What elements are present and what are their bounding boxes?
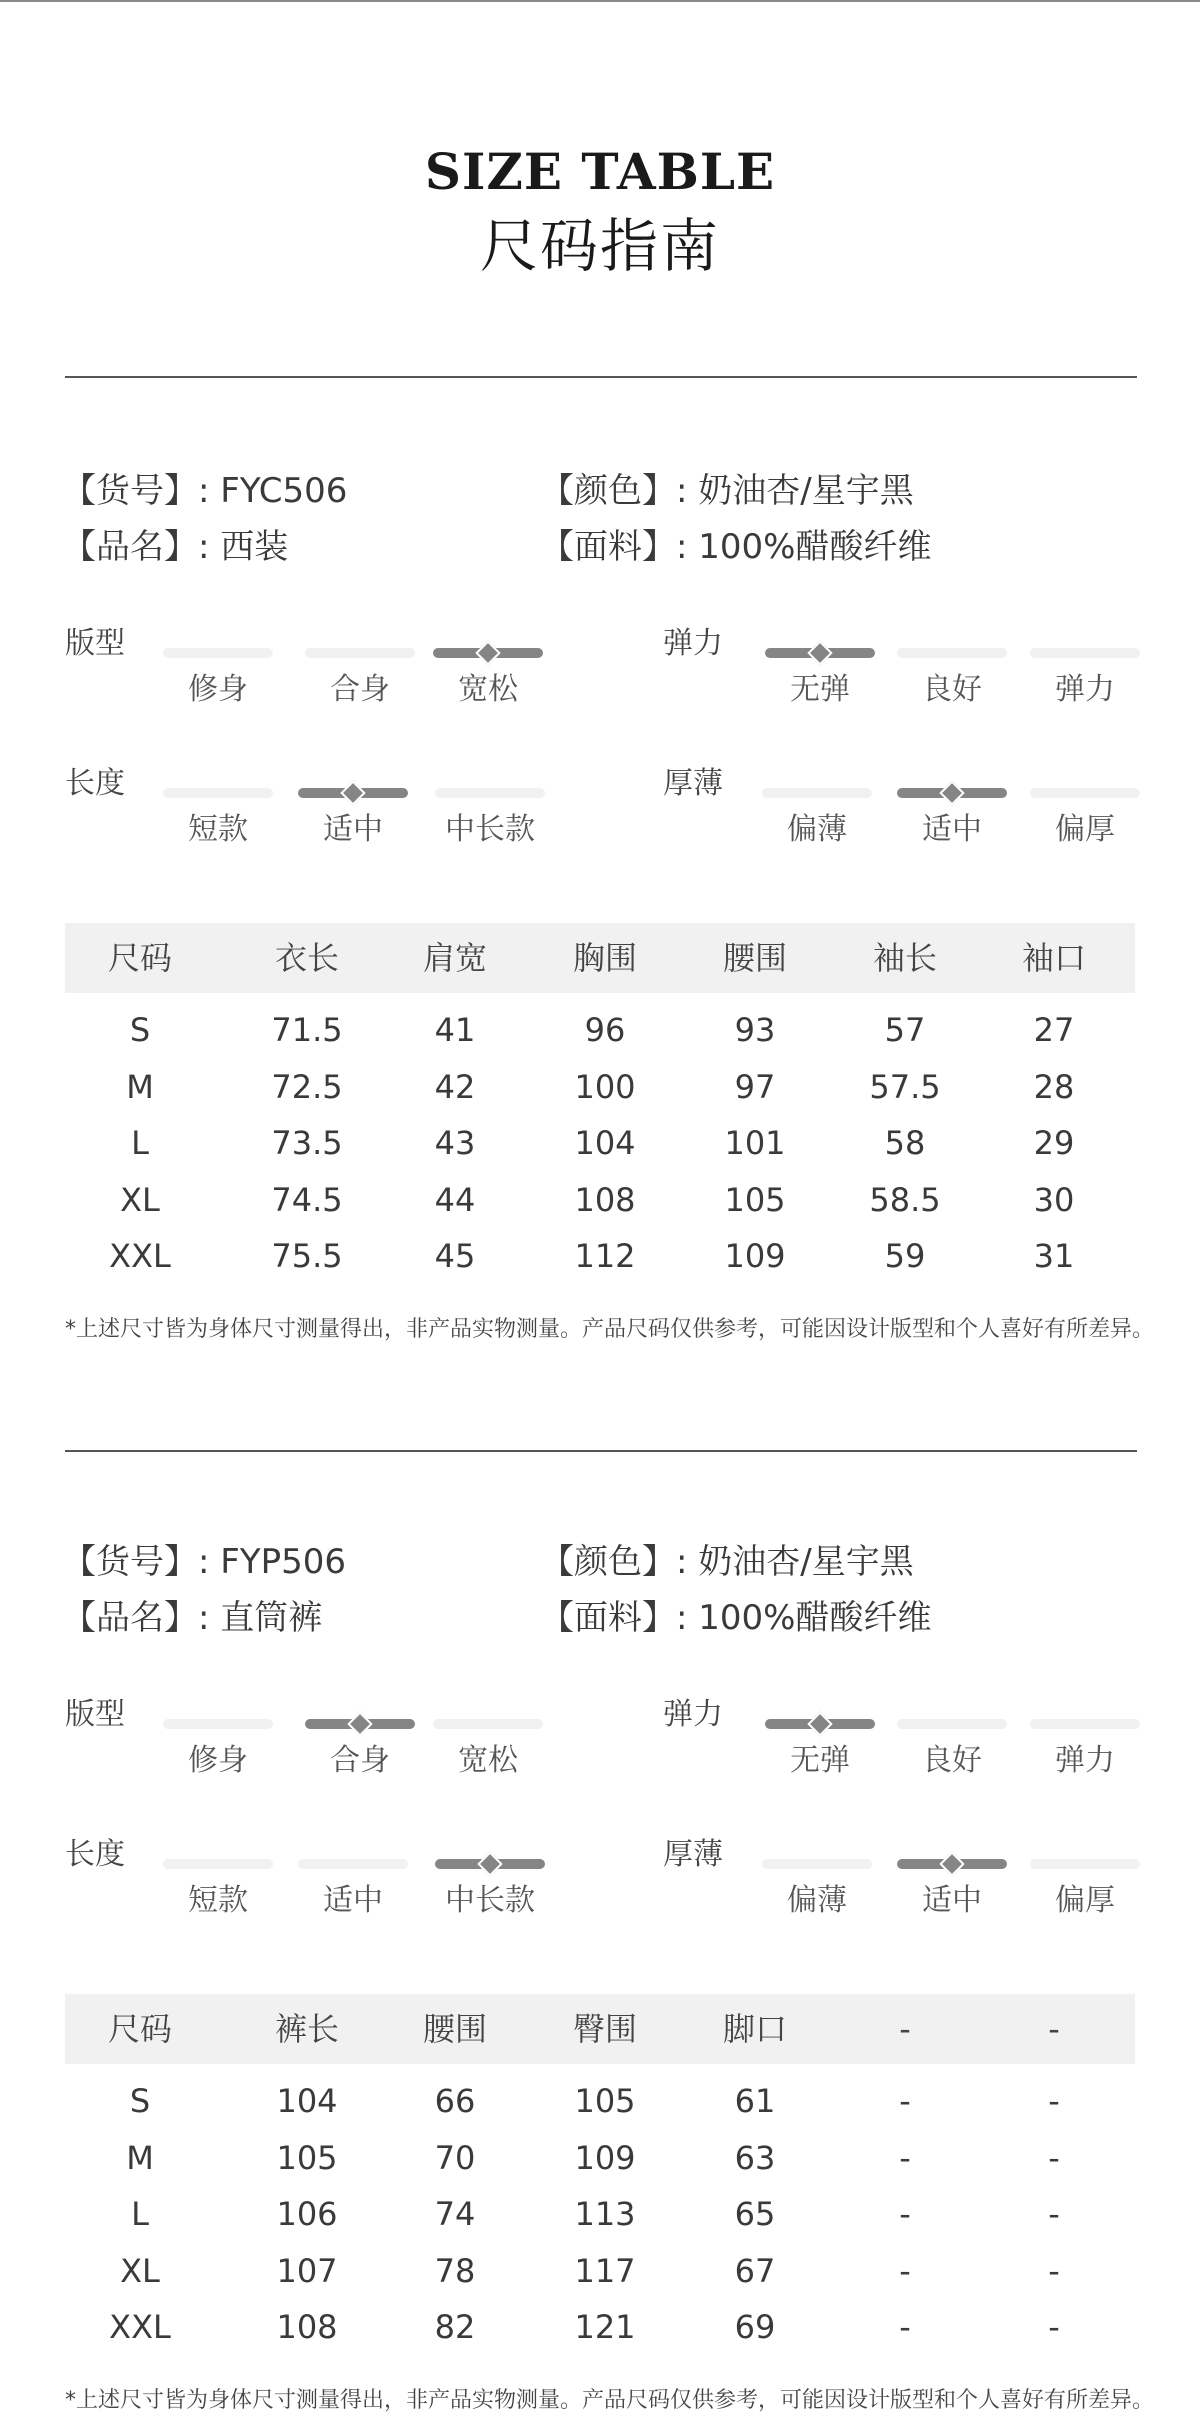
scale-marker-selected [765, 1719, 875, 1729]
product-name: 【品名】: 西装 [62, 527, 289, 567]
top-border-line [0, 0, 1200, 2]
table-cell: - [1048, 2308, 1060, 2346]
table-cell: 113 [574, 2195, 636, 2233]
table-cell: 73.5 [271, 1124, 343, 1162]
table-cell: 108 [574, 1180, 636, 1219]
table-header-cell: 臀围 [572, 2010, 637, 2048]
scale-marker-selected [897, 788, 1007, 798]
table-cell: 107 [276, 2251, 338, 2290]
table-cell: 28 [1033, 1067, 1075, 1106]
color-info: 【颜色】: 奶油杏/星宇黑 [540, 1542, 914, 1582]
table-cell: 112 [574, 1237, 636, 1275]
attribute-label: 厚薄 [663, 766, 723, 801]
scale-option-label: 适中 [323, 812, 383, 847]
table-cell: 70 [434, 2138, 476, 2177]
table-cell: 41 [434, 1011, 476, 1049]
scale-marker-selected [435, 1859, 545, 1869]
scale-track [163, 648, 273, 658]
table-cell: 121 [574, 2308, 636, 2346]
scale-option-label: 修身 [188, 672, 248, 707]
table-cell: - [1048, 2138, 1060, 2177]
table-cell: 44 [434, 1180, 476, 1219]
table-cell: 104 [276, 2082, 338, 2120]
fabric-info: 【面料】: 100%醋酸纤维 [540, 527, 932, 567]
scale-option-label: 弹力 [1055, 1743, 1115, 1778]
table-cell: 69 [734, 2308, 776, 2346]
divider-1 [65, 376, 1137, 378]
scale-option-label: 偏厚 [1055, 1883, 1115, 1918]
table-cell: - [899, 2138, 911, 2177]
measurement-note: *上述尺寸皆为身体尺寸测量得出，非产品实物测量。产品尺码仅供参考，可能因设计版型和个人喜好有所差异。 [65, 2388, 1155, 2413]
color-info: 【颜色】: 奶油杏/星宇黑 [540, 471, 914, 511]
fabric-info: 【面料】: 100%醋酸纤维 [540, 1598, 932, 1638]
table-cell: 65 [734, 2195, 776, 2233]
table-cell: S [129, 1011, 151, 1049]
table-header-cell: 袖口 [1021, 939, 1086, 977]
table-cell: 104 [574, 1124, 636, 1162]
item-number: 【货号】: FYP506 [62, 1542, 346, 1582]
table-cell: 75.5 [271, 1237, 343, 1275]
scale-option-label: 弹力 [1055, 672, 1115, 707]
table-cell: L [131, 1124, 149, 1162]
table-cell: 43 [434, 1124, 476, 1162]
divider-2 [65, 1450, 1137, 1452]
scale-option-label: 适中 [323, 1883, 383, 1918]
table-cell: 71.5 [271, 1011, 343, 1049]
table-cell: 74 [434, 2195, 476, 2233]
scale-marker-selected [298, 788, 408, 798]
table-header-cell: 腰围 [422, 2010, 487, 2048]
table-cell: M [126, 2138, 154, 2177]
table-header-cell: 胸围 [572, 939, 637, 977]
table-header-cell: 衣长 [274, 939, 339, 977]
scale-track [163, 1859, 273, 1869]
table-cell: 78 [434, 2251, 476, 2290]
scale-option-label: 适中 [922, 812, 982, 847]
table-cell: - [1048, 2251, 1060, 2290]
table-cell: 106 [276, 2195, 338, 2233]
product-name: 【品名】: 直筒裤 [62, 1598, 323, 1638]
attribute-label: 厚薄 [663, 1837, 723, 1872]
size-section-jacket [0, 460, 1200, 1360]
table-cell: 42 [434, 1067, 476, 1106]
title-english: SIZE TABLE [424, 142, 776, 201]
table-cell: 58.5 [869, 1180, 941, 1219]
table-cell: 63 [734, 2138, 776, 2177]
scale-option-label: 短款 [188, 1883, 248, 1918]
scale-option-label: 修身 [188, 1743, 248, 1778]
scale-track [1030, 648, 1140, 658]
table-cell: 97 [734, 1067, 776, 1106]
size-section-trousers [0, 1531, 1200, 2431]
scale-marker-selected [765, 648, 875, 658]
table-cell: 108 [276, 2308, 338, 2346]
table-cell: - [899, 2251, 911, 2290]
table-cell: 67 [734, 2251, 776, 2290]
table-cell: 117 [574, 2251, 636, 2290]
table-cell: - [1048, 2082, 1060, 2120]
scale-option-label: 无弹 [790, 672, 850, 707]
scale-track [1030, 1859, 1140, 1869]
scale-track [897, 648, 1007, 658]
table-cell: L [131, 2195, 149, 2233]
table-header-cell: 裤长 [274, 2010, 339, 2048]
table-cell: - [899, 2082, 911, 2120]
scale-track [435, 788, 545, 798]
table-cell: 27 [1033, 1011, 1075, 1049]
scale-track [433, 1719, 543, 1729]
table-cell: 109 [574, 2138, 636, 2177]
table-cell: XL [120, 2251, 160, 2290]
table-cell: S [129, 2082, 151, 2120]
scale-option-label: 中长款 [445, 1883, 535, 1918]
table-cell: 57.5 [869, 1067, 941, 1106]
table-cell: 82 [434, 2308, 476, 2346]
attribute-label: 长度 [65, 766, 125, 801]
table-cell: XXL [109, 2308, 171, 2346]
table-cell: 57 [884, 1011, 926, 1049]
table-cell: M [126, 1067, 154, 1106]
attribute-label: 版型 [65, 1697, 125, 1732]
scale-track [305, 648, 415, 658]
table-header-cell: 尺码 [107, 2010, 172, 2048]
table-cell: 58 [884, 1124, 926, 1162]
table-cell: 72.5 [271, 1067, 343, 1106]
table-header-cell: 袖长 [872, 939, 937, 977]
scale-track [163, 1719, 273, 1729]
scale-option-label: 合身 [330, 672, 390, 707]
scale-marker-selected [305, 1719, 415, 1729]
attribute-label: 弹力 [663, 1697, 723, 1732]
scale-track [298, 1859, 408, 1869]
table-cell: - [899, 2195, 911, 2233]
item-number: 【货号】: FYC506 [62, 471, 348, 511]
scale-track [762, 1859, 872, 1869]
scale-option-label: 偏薄 [787, 1883, 847, 1918]
scale-track [1030, 788, 1140, 798]
table-cell: 66 [434, 2082, 476, 2120]
scale-option-label: 宽松 [458, 672, 518, 707]
attribute-label: 长度 [65, 1837, 125, 1872]
table-cell: 74.5 [271, 1180, 343, 1219]
scale-marker-selected [897, 1859, 1007, 1869]
scale-option-label: 合身 [330, 1743, 390, 1778]
scale-marker-selected [433, 648, 543, 658]
table-cell: 61 [734, 2082, 776, 2120]
table-cell: 29 [1033, 1124, 1075, 1162]
scale-option-label: 偏厚 [1055, 812, 1115, 847]
table-header-cell: 腰围 [722, 939, 787, 977]
table-header-cell: - [1048, 2010, 1060, 2048]
table-header-cell: 肩宽 [422, 939, 487, 977]
scale-track [897, 1719, 1007, 1729]
table-cell: 31 [1033, 1237, 1075, 1275]
table-cell: 59 [884, 1237, 926, 1275]
attribute-label: 弹力 [663, 626, 723, 661]
table-cell: 105 [574, 2082, 636, 2120]
scale-option-label: 偏薄 [787, 812, 847, 847]
table-header-cell: 尺码 [107, 939, 172, 977]
scale-track [762, 788, 872, 798]
table-cell: XXL [109, 1237, 171, 1275]
scale-option-label: 良好 [922, 672, 982, 707]
scale-track [1030, 1719, 1140, 1729]
scale-option-label: 短款 [188, 812, 248, 847]
title-chinese: 尺码指南 [479, 212, 720, 280]
table-cell: - [899, 2308, 911, 2346]
page-header [0, 142, 1200, 282]
table-cell: 93 [734, 1011, 776, 1049]
scale-option-label: 良好 [922, 1743, 982, 1778]
table-cell: 45 [434, 1237, 476, 1275]
table-cell: 105 [724, 1180, 786, 1219]
scale-track [163, 788, 273, 798]
scale-option-label: 适中 [922, 1883, 982, 1918]
table-cell: XL [120, 1180, 160, 1219]
table-cell: 30 [1033, 1180, 1075, 1219]
table-cell: - [1048, 2195, 1060, 2233]
table-header-cell: 脚口 [722, 2010, 787, 2048]
scale-option-label: 宽松 [458, 1743, 518, 1778]
table-cell: 101 [724, 1124, 786, 1162]
scale-option-label: 中长款 [445, 812, 535, 847]
table-header-cell: - [899, 2010, 911, 2048]
table-cell: 105 [276, 2138, 338, 2177]
scale-option-label: 无弹 [790, 1743, 850, 1778]
table-cell: 96 [584, 1011, 626, 1049]
table-cell: 100 [574, 1067, 636, 1106]
table-cell: 109 [724, 1237, 786, 1275]
measurement-note: *上述尺寸皆为身体尺寸测量得出，非产品实物测量。产品尺码仅供参考，可能因设计版型和个人喜好有所差异。 [65, 1317, 1155, 1342]
attribute-label: 版型 [65, 626, 125, 661]
